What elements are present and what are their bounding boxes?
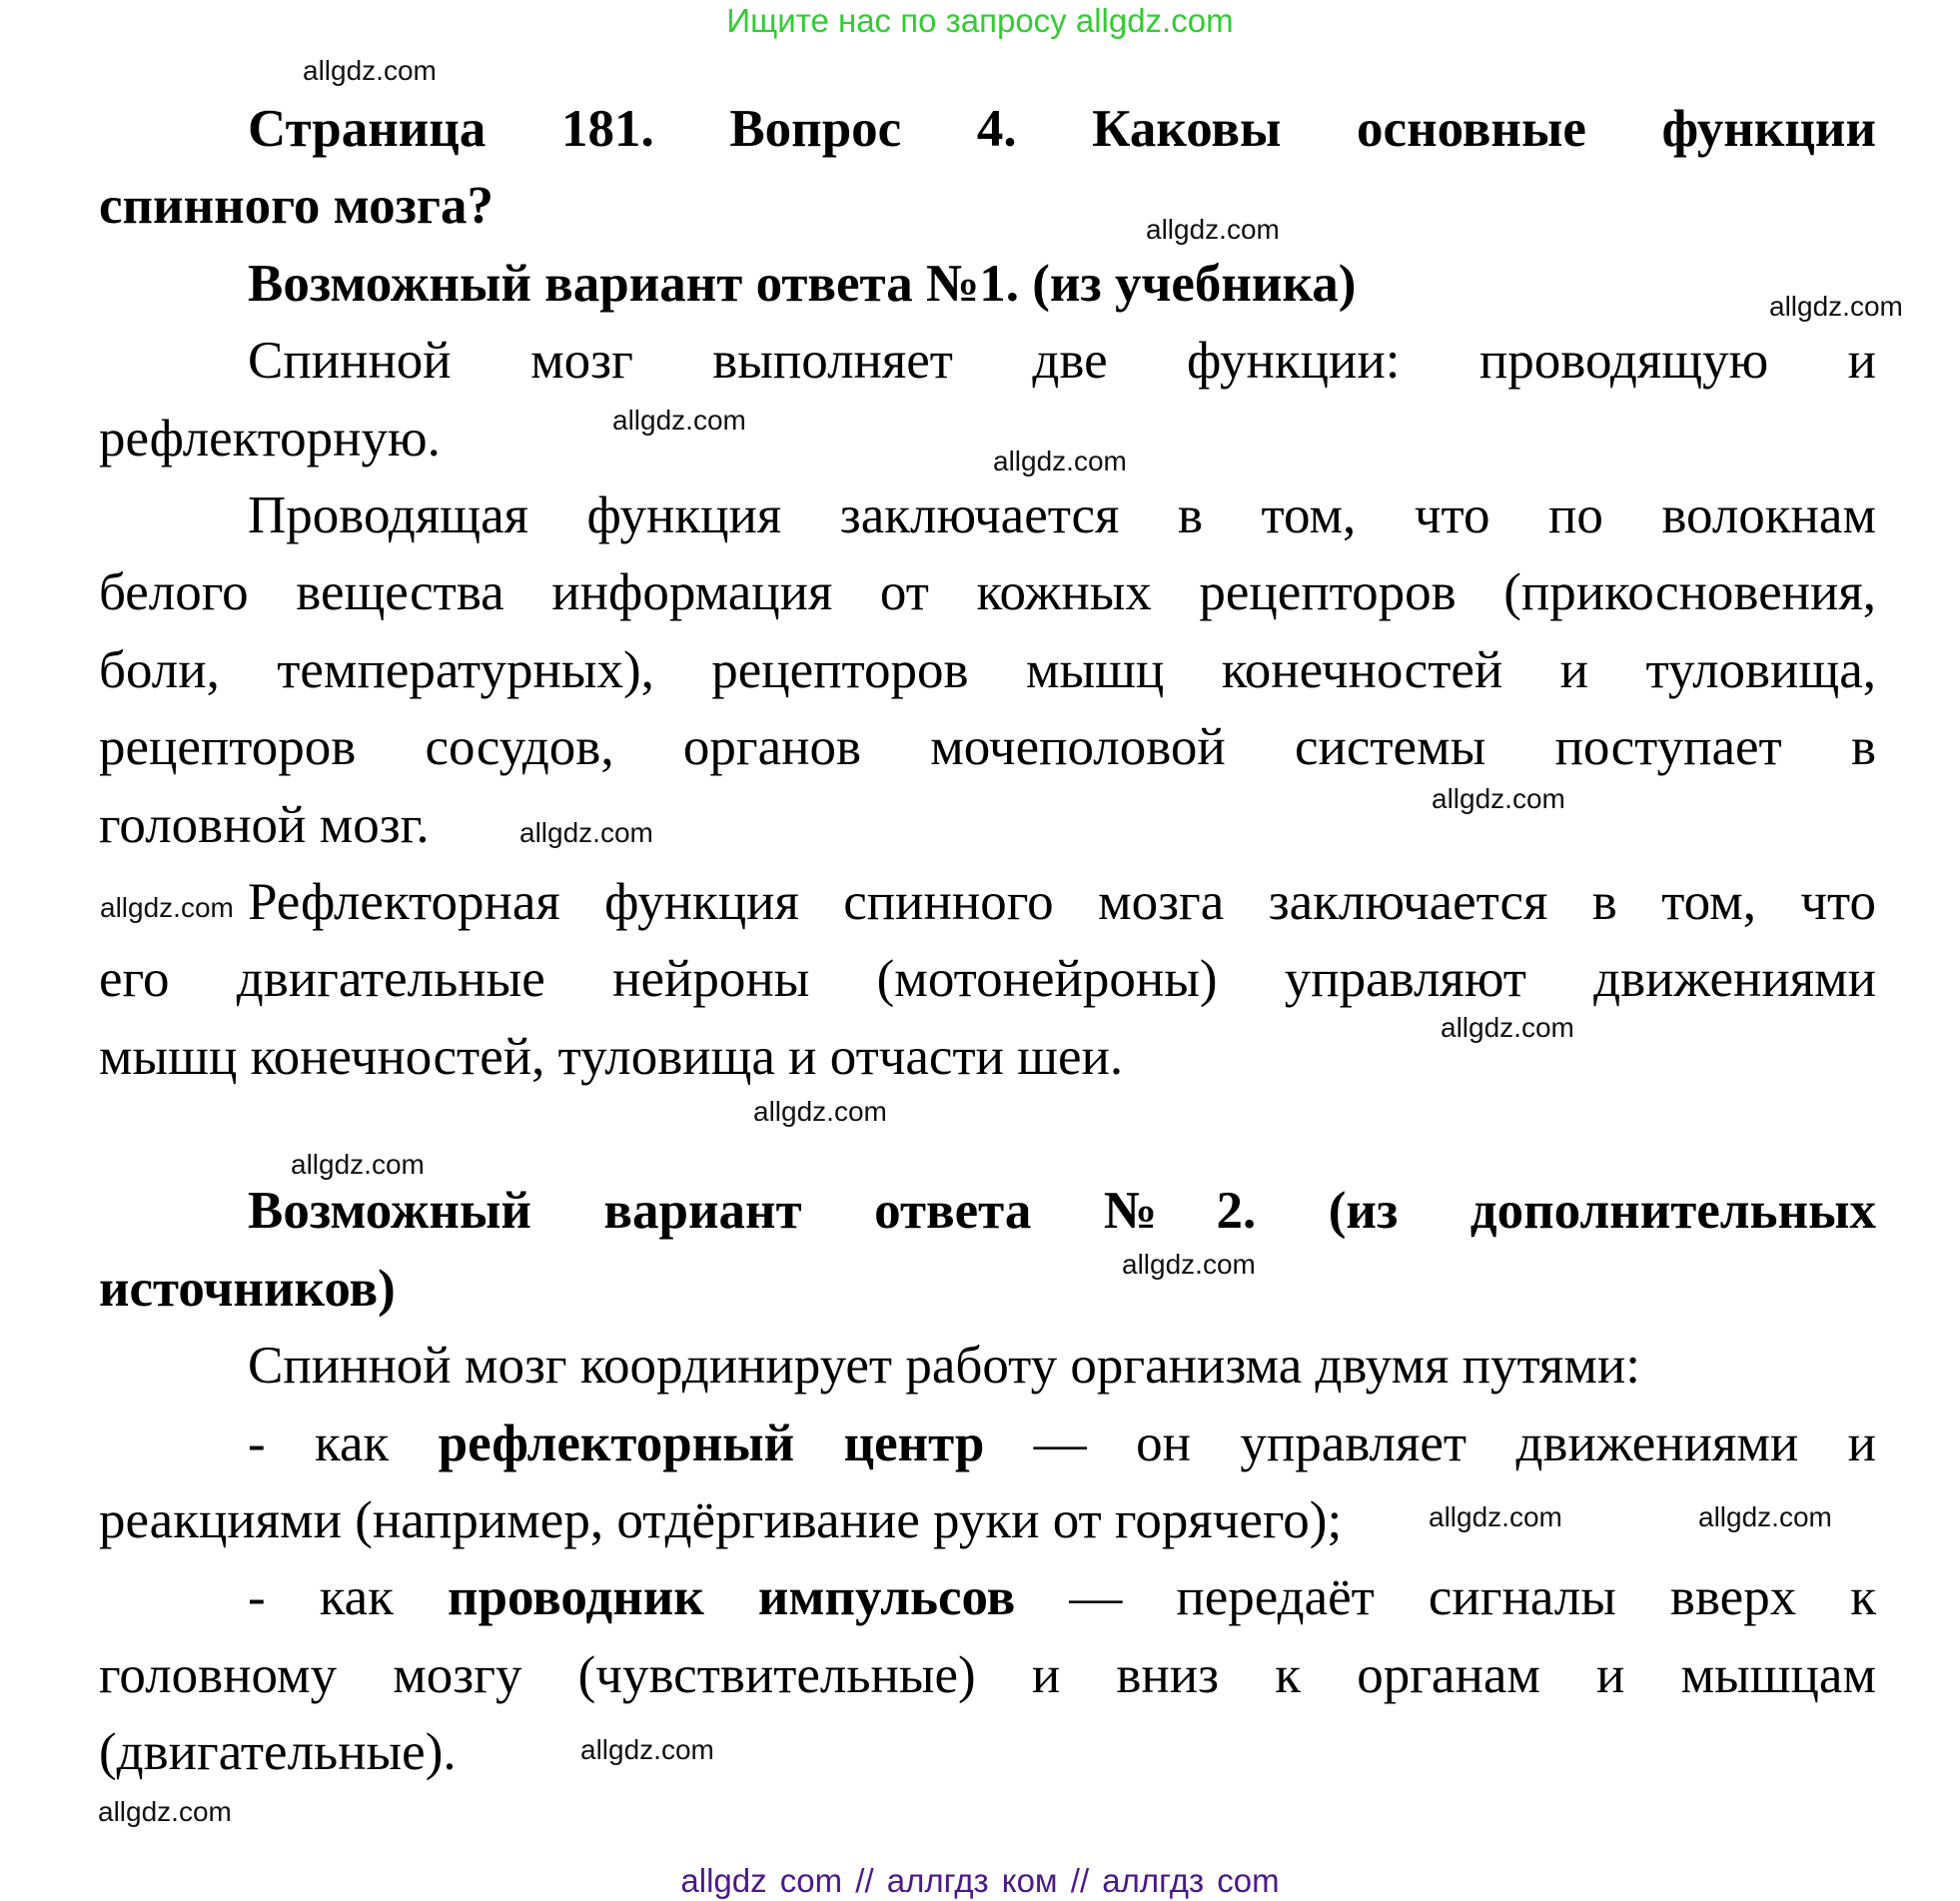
watermark: allgdz.com	[98, 1796, 232, 1827]
watermark: allgdz.com	[1441, 1012, 1574, 1043]
watermark: allgdz.com	[1769, 291, 1903, 322]
text: реакциями (например, отдёргивание руки от горячего);	[99, 1491, 1343, 1550]
text-line	[99, 91, 1876, 168]
text-line	[99, 941, 1876, 1018]
text-line	[99, 1637, 1876, 1714]
text-line	[99, 1328, 1876, 1405]
text-line	[99, 864, 1876, 941]
text-line	[99, 1019, 1876, 1096]
text: Спинной мозг координирует работу организма двумя путями:	[248, 1337, 1640, 1396]
text-line	[99, 401, 1876, 477]
bold-text: спинного мозга?	[99, 177, 493, 236]
text: рецепторов сосудов, органов мочеполовой системы поступает в	[99, 718, 1876, 777]
text-line	[99, 632, 1876, 709]
text: Рефлекторная функция спинного мозга заключается в том, что	[248, 872, 1876, 931]
text-line	[99, 1251, 1876, 1328]
bold-text: проводник импульсов	[447, 1568, 1016, 1627]
bold-text: рефлекторный центр	[438, 1414, 985, 1472]
footer-links[interactable]: allgdz com // аллгдз ком // аллгдз com	[680, 1862, 1280, 1899]
text-line	[99, 323, 1876, 400]
text: рефлекторную.	[99, 409, 441, 468]
bold-text: источников)	[99, 1259, 396, 1318]
text-line	[99, 1173, 1876, 1250]
text: - как	[248, 1568, 448, 1627]
text: мышц конечностей, туловища и отчасти шеи.	[99, 1027, 1124, 1086]
text: Спинной мозг выполняет две функции: проводящую и	[248, 332, 1876, 391]
watermark: allgdz.com	[1122, 1249, 1256, 1280]
bold-text: Страница 181. Вопрос 4. Каковы основные функции	[248, 100, 1876, 158]
watermark: allgdz.com	[1432, 783, 1565, 814]
text-line	[99, 1559, 1876, 1636]
watermark: allgdz.com	[753, 1096, 887, 1127]
bold-text: Возможный вариант ответа №2. (из дополнительных	[248, 1182, 1876, 1241]
text-line	[99, 477, 1876, 554]
watermark: allgdz.com	[612, 405, 746, 436]
answer-document	[99, 91, 1876, 1792]
text-line	[99, 246, 1876, 323]
text-line	[99, 787, 1876, 864]
search-banner: Ищите нас по запросу allgdz.com	[726, 2, 1234, 39]
text: — передаёт сигналы вверх к	[1015, 1568, 1876, 1627]
text: головному мозгу (чувствительные) и вниз к органам и мышцам	[99, 1645, 1876, 1704]
text-line	[99, 554, 1876, 631]
watermark: allgdz.com	[1146, 214, 1280, 245]
watermark: allgdz.com	[303, 55, 437, 86]
text: белого вещества информация от кожных рецепторов (прикосновения,	[99, 563, 1876, 622]
text: Проводящая функция заключается в том, что по волокнам	[248, 485, 1876, 544]
text-line	[99, 1482, 1876, 1559]
watermark: allgdz.com	[580, 1734, 714, 1765]
text-line	[99, 1406, 1876, 1482]
watermark: allgdz.com	[291, 1149, 425, 1180]
watermark: allgdz.com	[1698, 1501, 1832, 1532]
text: боли, температурных), рецепторов мышц конечностей и туловища,	[99, 640, 1876, 699]
text-line	[99, 709, 1876, 786]
watermark: allgdz.com	[993, 446, 1127, 476]
text: - как	[248, 1414, 439, 1472]
text-line	[99, 168, 1876, 245]
watermark: allgdz.com	[1429, 1501, 1562, 1532]
text-line	[99, 1714, 1876, 1791]
text: его двигательные нейроны (мотонейроны) управляют движениями	[99, 950, 1876, 1009]
bold-text: Возможный вариант ответа №1. (из учебника)	[248, 254, 1357, 313]
text: головной мозг.	[99, 795, 430, 854]
text: — он управляет движениями и	[984, 1414, 1876, 1472]
watermark: allgdz.com	[100, 892, 234, 923]
text: (двигательные).	[99, 1723, 457, 1782]
watermark: allgdz.com	[519, 817, 653, 848]
